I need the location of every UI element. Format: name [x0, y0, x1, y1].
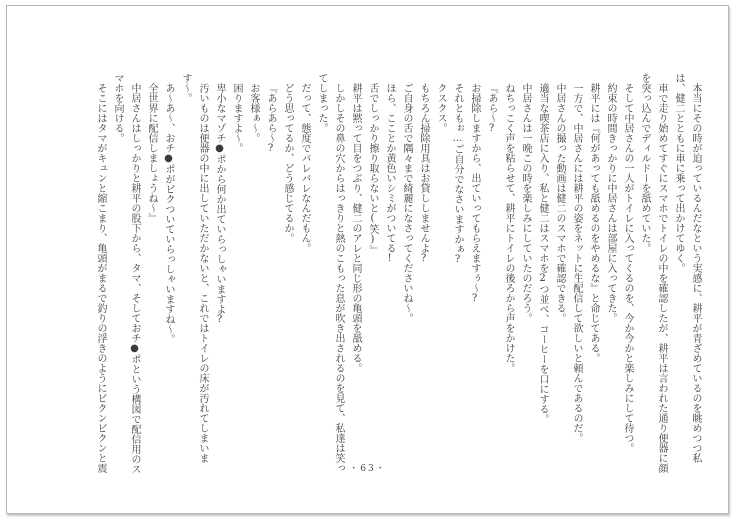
paragraph: 一方で、中居さんには耕平の姿をネットに生配信して欲しいと頼んであるのだ。 [571, 83, 582, 443]
vertical-text-body [82, 73, 704, 477]
paragraph: だって、態度でバレバレなんだもん。 [299, 83, 310, 253]
paragraph: そして中居さんの一人がトイレに入ってくるのを、今か今かと楽しみにして待つ。 [622, 83, 633, 453]
paragraph: それともぉ…ご自分でなさいますかぁ? [452, 83, 463, 265]
paragraph: 耕平は黙って目をつぶり、健二のアレと同じ形の亀頭を舐める。 [350, 83, 361, 373]
paragraph: 中居さんの撮った動画は健二のスマホで確認できる。 [554, 83, 565, 323]
paragraph: 中居さんはしっかりと耕平の股下から、タマ、そしておチ●ポという構図で配信用のスマホを向ける。 [112, 73, 140, 474]
paragraph: 本当にその時が迫っているんだなという実感に、耕平が青ざめているのを眺めつつ私は、健二とともに車に乗って出かけてゆく。 [673, 73, 701, 463]
paragraph: しかしその鼻の穴からはっきりと熱のこもった息が吹き出されるのを見て、私達は笑ってしまった。 [316, 73, 344, 473]
paragraph: 卑小なマゾチ●ポから何か出ていらっしゃいますよ? [214, 83, 225, 325]
paragraph: どう思ってるか、どう感じてるか。 [282, 83, 293, 243]
paragraph: お掃除しますから、出ていってもらえますぅ〜? [469, 83, 480, 304]
paragraph: 困りますよ〜。 [231, 83, 242, 153]
paragraph: 舌でしっかり擦り取らないと(笑)』 [367, 83, 378, 255]
paragraph: 『あらあら〜? [265, 83, 276, 154]
paragraph: ご自身の舌で隅々まで綺麗になさってくださいね〜。 [401, 83, 412, 323]
paragraph: 適当な喫茶店に入り、私と健二はスマホを2つ並べ、コーヒーを口にする。 [537, 83, 548, 424]
paragraph: 『あら〜? [486, 83, 497, 134]
paragraph: 車で走り始めてすぐにスマホでトイレの中を確認したが、耕平は言われた通り便器に顔を突っ込んでディルドーを舐めていた。 [639, 73, 667, 473]
paragraph: 中居さんは一晩この時を楽しみにしていたのだろう。 [520, 83, 531, 323]
paragraph: お客様ぁ〜。 [248, 83, 259, 143]
paragraph: 全世界に配信しましょうね〜』 [146, 83, 157, 223]
paragraph: 耕平には『何があっても舐めるのをやめるな』と命じてある。 [588, 83, 599, 363]
paragraph: そこにはタマがキュンと縮こまり、亀頭がまるで釣りの浮きのようにビクンビクンと震 [95, 83, 106, 473]
paragraph: ねちっこく声を粘らせて、耕平にトイレの後ろから声をかけた。 [503, 83, 514, 373]
paragraph: ほら、こことか黄色いシミがついてる! [384, 83, 395, 264]
paragraph: 約束の時間きっかりに中居さんは部屋に入ってきた。 [605, 83, 616, 323]
paragraph: あ〜あ〜、おチ●ポがビクついていらっしゃいますね〜。 [163, 83, 174, 344]
paragraph: クスクス。 [435, 83, 446, 133]
paragraph: 汚いものは便器の中に出していただかないと、これではトイレの床が汚れてしまいます〜。 [180, 73, 208, 463]
page-number: ・63・ [349, 464, 387, 474]
paragraph: もちろん掃除用具はお貸ししませんよ? [418, 83, 429, 264]
